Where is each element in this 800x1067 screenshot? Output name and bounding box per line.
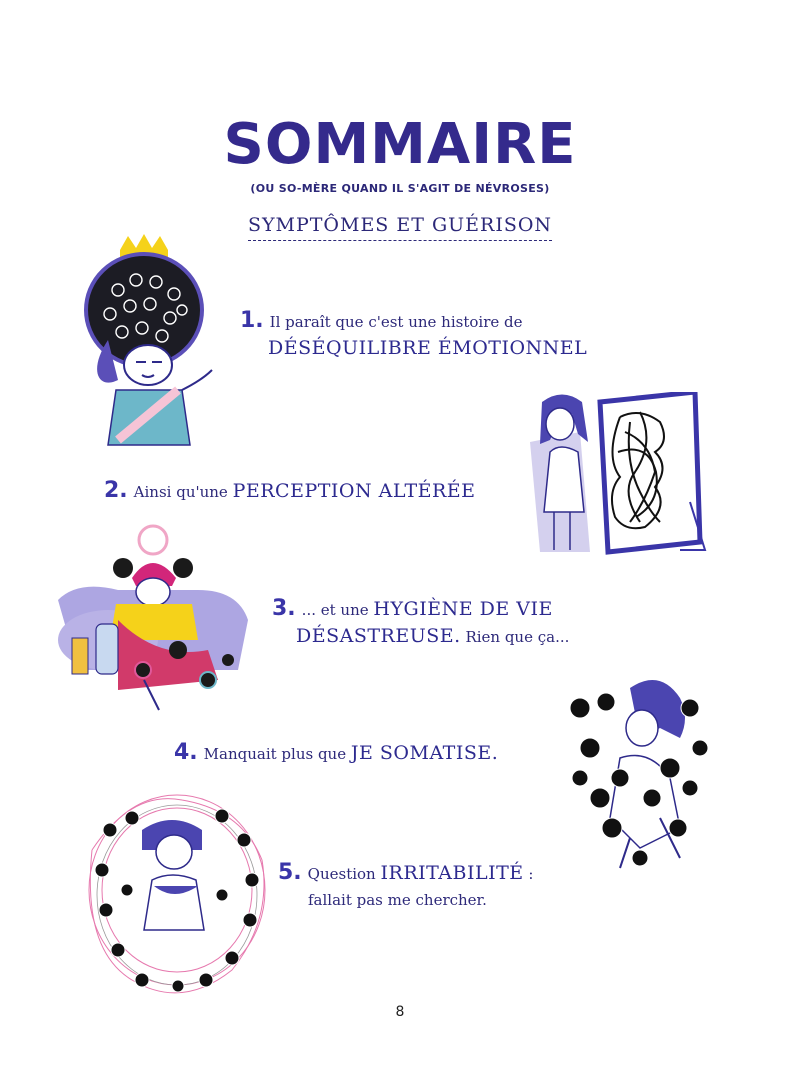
toc-item-3-text: ... et une [301, 601, 369, 619]
toc-item-5-text-3: fallait pas me chercher. [308, 891, 487, 909]
section-heading-text: SYMPTÔMES ET GUÉRISON [248, 214, 552, 241]
toc-item-5-text-2: : [528, 865, 534, 883]
illustration-crowned-woman [78, 230, 218, 460]
toc-item-4-number: 4. [174, 740, 198, 765]
toc-item-3-emphasis: HYGIÈNE DE VIE [373, 598, 553, 620]
illustration-couch-snacks [48, 520, 258, 715]
toc-item-5-number: 5. [278, 860, 302, 885]
toc-item-1-text: Il paraît que c'est une histoire de [269, 313, 523, 331]
toc-item-1 [240, 308, 587, 362]
toc-item-3-text-2: Rien que ça... [465, 628, 570, 646]
toc-item-2-number: 2. [104, 478, 128, 503]
toc-item-1-number: 1. [240, 308, 264, 333]
toc-item-3-number: 3. [272, 596, 296, 621]
toc-item-5-text: Question [307, 865, 376, 883]
toc-item-2-text: Ainsi qu'une [133, 483, 228, 501]
toc-item-2-emphasis: PERCEPTION ALTÉRÉE [232, 480, 476, 502]
illustration-irritable-woman [82, 790, 272, 995]
toc-item-3-emphasis-2: DÉSASTREUSE. [296, 625, 461, 647]
toc-item-5-emphasis: IRRITABILITÉ [380, 862, 524, 884]
illustration-somatise-woman [560, 668, 710, 878]
toc-item-4 [174, 740, 498, 767]
toc-item-4-text: Manquait plus que [203, 745, 347, 763]
page-title: SOMMAIRE [223, 112, 577, 177]
page-number: 8 [395, 1004, 405, 1020]
toc-item-2 [104, 478, 476, 505]
page-subtitle: (OU SO-MÈRE QUAND IL S'AGIT DE NÉVROSES) [250, 182, 550, 195]
toc-item-3 [272, 596, 569, 650]
toc-item-4-emphasis: JE SOMATISE. [350, 742, 499, 764]
illustration-mirror-woman [520, 392, 710, 562]
toc-item-5 [278, 860, 533, 913]
toc-item-1-emphasis: DÉSÉQUILIBRE ÉMOTIONNEL [268, 337, 588, 359]
